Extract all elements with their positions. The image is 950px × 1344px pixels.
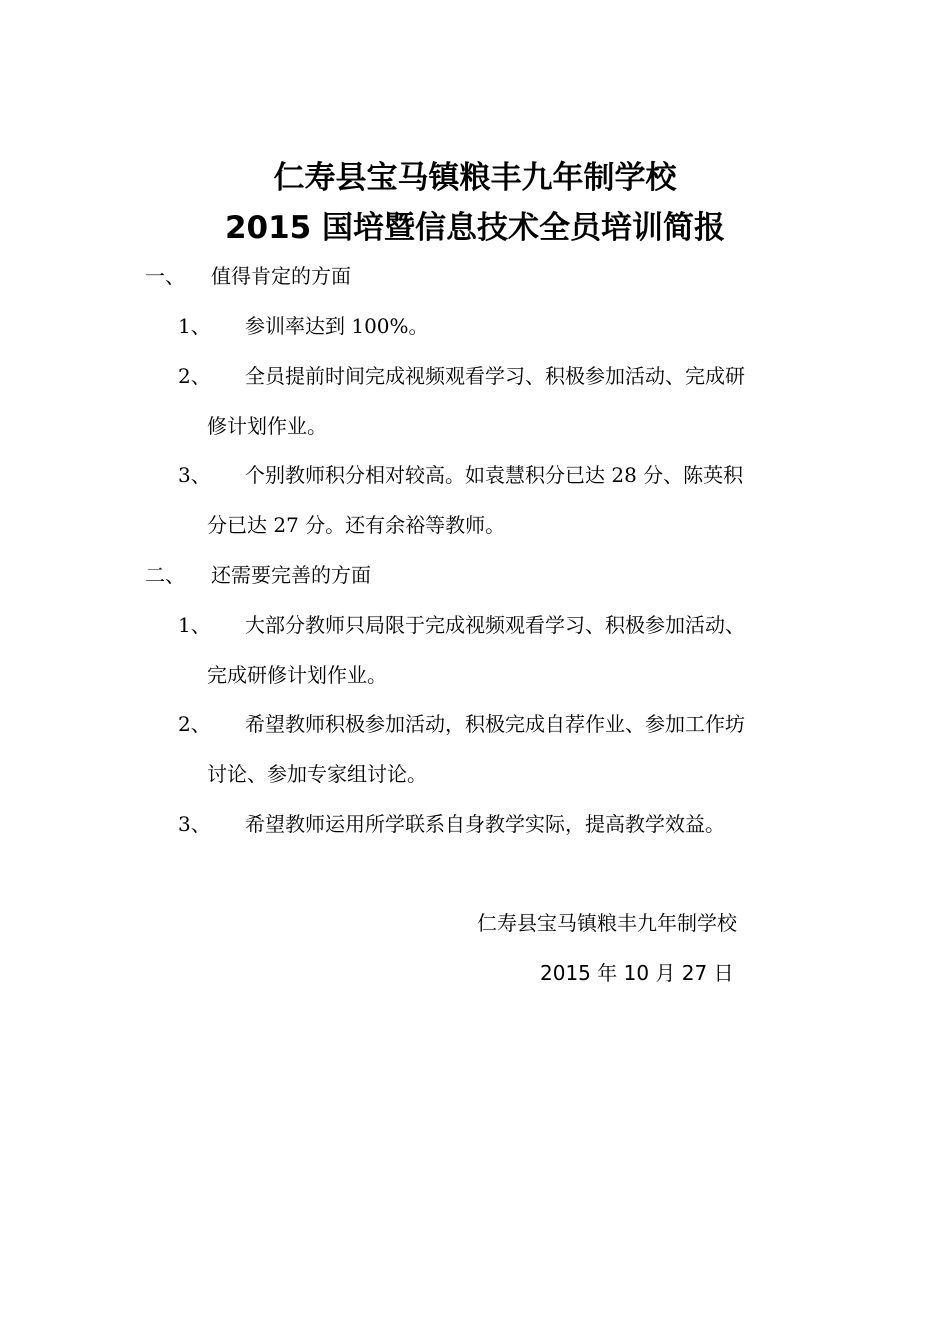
item-text-line: 全员提前时间完成视频观看学习、积极参加活动、完成研: [245, 364, 745, 388]
section-heading-improvement: [145, 561, 371, 589]
item-text-line: 希望教师运用所学联系自身教学实际，提高教学效益。: [245, 812, 725, 836]
item-text-line: 个别教师积分相对较高。如袁慧积分已达 28 分、陈英积: [245, 463, 744, 487]
item-number: 3、: [178, 812, 211, 836]
item-number: 3、: [178, 463, 211, 487]
item-text-line: 修计划作业。: [207, 414, 327, 438]
item-text-line: 完成研修计划作业。: [207, 663, 387, 687]
item-text-line: 大部分教师只局限于完成视频观看学习、积极参加活动、: [245, 613, 745, 637]
document-title-school: 仁寿县宝马镇粮丰九年制学校: [273, 160, 677, 196]
signature-date: 2015 年 10 月 27 日: [540, 961, 734, 985]
item-number: 1、: [178, 314, 211, 338]
document-title-report: 2015 国培暨信息技术全员培训简报: [224, 210, 726, 246]
list-item: [178, 611, 818, 689]
section-heading-positive: [145, 262, 351, 290]
item-text-line: 分已达 27 分。还有余裕等教师。: [207, 513, 506, 537]
item-number: 2、: [178, 364, 211, 388]
list-item: [178, 461, 818, 539]
item-text-line: 讨论、参加专家组讨论。: [207, 762, 427, 786]
section-title: 值得肯定的方面: [211, 264, 351, 288]
item-number: 2、: [178, 712, 211, 736]
item-text-line: 希望教师积极参加活动，积极完成自荐作业、参加工作坊: [245, 712, 745, 736]
list-item: [178, 312, 818, 340]
item-number: 1、: [178, 613, 211, 637]
list-item: [178, 710, 818, 788]
list-item: [178, 810, 818, 838]
item-text-line: 参训率达到 100%。: [245, 314, 429, 338]
list-item: [178, 362, 818, 440]
section-title: 还需要完善的方面: [211, 563, 371, 587]
section-number: 二、: [145, 563, 185, 587]
signature-organization: 仁寿县宝马镇粮丰九年制学校: [477, 911, 737, 935]
section-number: 一、: [145, 264, 185, 288]
